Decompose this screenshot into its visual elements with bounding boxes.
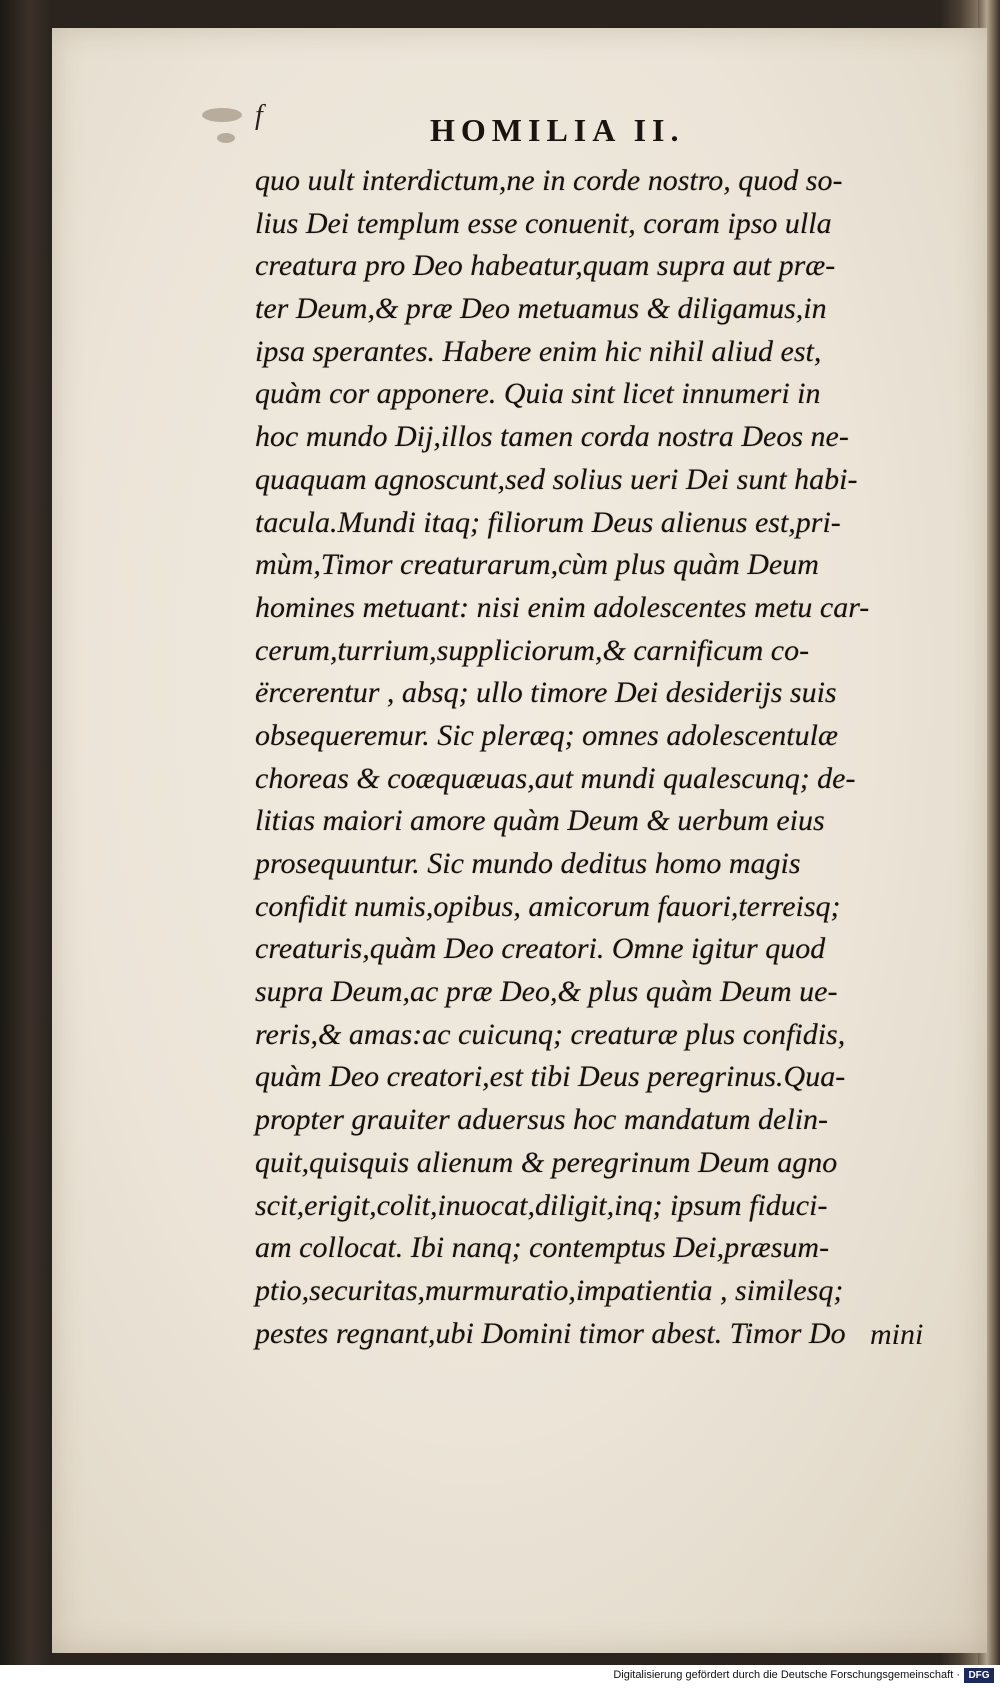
text-line: choreas & coæquæuas,aut mundi qualescunq; de- [255, 761, 856, 795]
text-line: mùm,Timor creaturarum,cùm plus quàm Deum [255, 548, 819, 582]
text-line: ptio,securitas,murmuratio,impatientia , similesq; [255, 1273, 844, 1307]
text-line: quaquam agnoscunt,sed solius ueri Dei sunt habi- [255, 462, 858, 496]
marginal-mark: f [255, 100, 263, 131]
text-line: tacula.Mundi itaq; filiorum Deus alienus est,pri- [255, 505, 841, 539]
page-stain [202, 108, 242, 122]
text-line: ipsa sperantes. Habere enim hic nihil aliud est, [255, 334, 822, 368]
text-line: quàm cor apponere. Quia sint licet innumeri in [255, 377, 821, 411]
text-line: reris,& amas:ac cuicunq; creaturæ plus confidis, [255, 1017, 846, 1051]
text-line: am collocat. Ibi nanq; contemptus Dei,præsum- [255, 1231, 830, 1265]
text-line: prosequuntur. Sic mundo deditus homo magis [255, 847, 801, 880]
text-line: creaturis,quàm Deo creatori. Omne igitur quod [255, 932, 826, 966]
footer-bar [0, 1665, 1000, 1688]
text-line: supra Deum,ac præ Deo,& plus quàm Deum ue- [255, 975, 838, 1009]
text-line: ter Deum,& præ Deo metuamus & diligamus,in [255, 292, 827, 326]
text-line: lius Dei templum esse conuenit, coram ipso ulla [255, 206, 832, 240]
body-text [255, 160, 935, 1355]
text-line: hoc mundo Dij,illos tamen corda nostra Deos ne- [255, 420, 849, 454]
text-line: cerum,turrium,suppliciorum,& carnificum co- [255, 633, 810, 667]
text-line: quàm Deo creatori,est tibi Deus peregrinus.Qua- [255, 1060, 846, 1094]
text-line: litias maiori amore quàm Deum & uerbum eius [255, 804, 825, 838]
running-header: HOMILIA II. [430, 112, 685, 148]
text-line: quo uult interdictum,ne in corde nostro, quod so- [255, 164, 843, 197]
funding-credit: Digitalisierung gefördert durch die Deutsche Forschungsgemeinschaft · [613, 1669, 960, 1681]
text-line: quit,quisquis alienum & peregrinum Deum agno [255, 1145, 838, 1179]
dfg-logo: DFG [964, 1668, 994, 1683]
text-line: creatura pro Deo habeatur,quam supra aut præ- [255, 249, 836, 283]
text-line: propter grauiter aduersus hoc mandatum delin- [255, 1103, 829, 1137]
catchword: mini [870, 1318, 924, 1351]
text-line: scit,erigit,colit,inuocat,diligit,inq; ipsum fiduci- [255, 1188, 828, 1222]
text-line: pestes regnant,ubi Domini timor abest. Timor Do [255, 1316, 846, 1350]
text-line: obsequeremur. Sic pleræq; omnes adolescentulæ [255, 718, 838, 752]
text-line: ërcerentur , absq; ullo timore Dei desiderijs suis [255, 676, 837, 710]
page-stain [217, 133, 235, 143]
text-line: homines metuant: nisi enim adolescentes metu car- [255, 590, 870, 624]
text-line: confidit numis,opibus, amicorum fauori,terreisq; [255, 889, 841, 923]
